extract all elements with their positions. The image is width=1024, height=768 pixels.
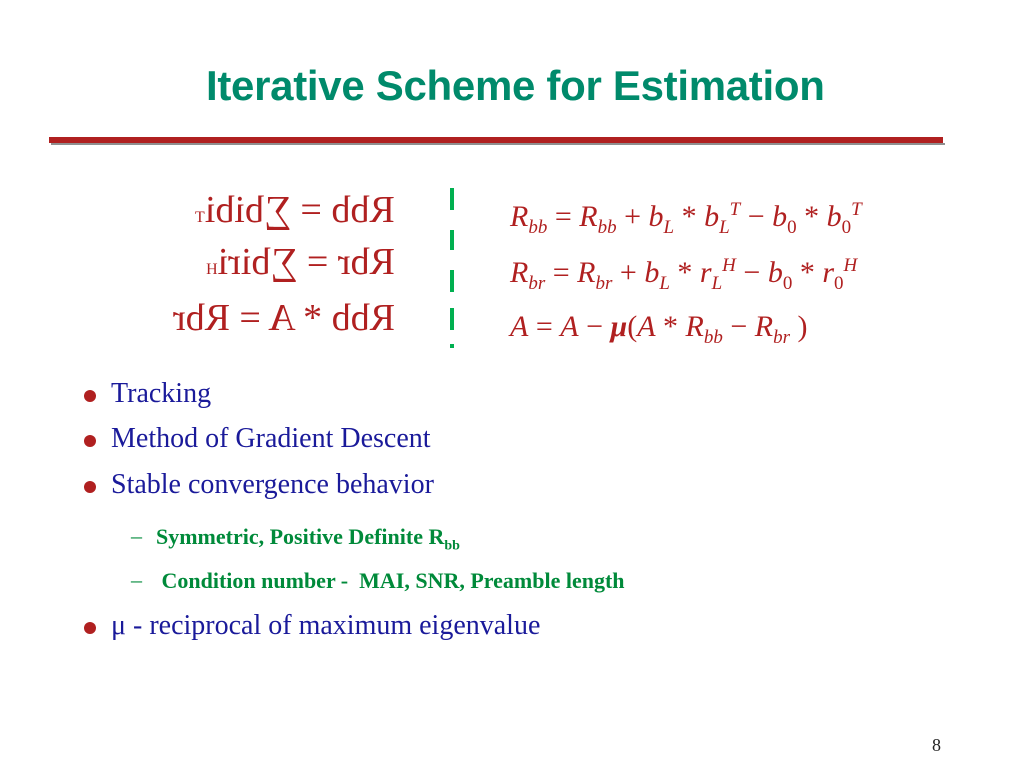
eq-operator: = <box>547 200 580 233</box>
mirrored-equation-3 <box>173 296 395 340</box>
eq-term: A <box>510 310 529 343</box>
eq-term: b <box>767 256 783 289</box>
bullet-text: Stable convergence behavior <box>111 469 434 500</box>
mirrored-equation-2-text: Rbr = ∑biri <box>217 241 395 283</box>
eq-term: A <box>560 310 579 343</box>
separator-dash <box>450 308 454 330</box>
equation-rbb <box>510 199 862 238</box>
eq-sub: bb <box>597 217 617 238</box>
eq-term: b <box>704 200 720 233</box>
eq-term: b <box>772 200 788 233</box>
bullet-dot-icon <box>84 481 96 493</box>
separator-dash <box>450 344 454 348</box>
eq-operator: * <box>655 310 686 343</box>
mirrored-equation-1-text: Rbb = ∑bibi <box>205 189 395 231</box>
eq-operator: − <box>578 310 611 343</box>
mirrored-equation-1-sup: T <box>195 209 206 226</box>
sub-bullet-text: Condition number - MAI, SNR, Preamble length <box>156 568 625 593</box>
dash-icon: – <box>131 567 142 592</box>
sub-bullet-text <box>156 524 460 554</box>
bullet-dot-icon <box>84 622 96 634</box>
eq-sub: L <box>663 217 675 238</box>
eq-operator: − <box>740 200 773 233</box>
eq-operator: − <box>722 310 755 343</box>
eq-term: r <box>822 256 834 289</box>
eq-sub: bb <box>528 217 548 238</box>
eq-sup: H <box>843 255 858 276</box>
mirrored-equation-block <box>95 188 395 348</box>
eq-term: R <box>577 256 596 289</box>
mirrored-equation-2 <box>206 240 395 284</box>
eq-sub: br <box>595 273 613 294</box>
eq-paren: ) <box>790 310 808 343</box>
eq-operator: + <box>612 256 645 289</box>
eq-term: R <box>510 256 529 289</box>
eq-sub: 0 <box>787 217 797 238</box>
eq-sub: 0 <box>834 273 844 294</box>
eq-operator: * <box>792 256 823 289</box>
eq-term: b <box>648 200 664 233</box>
mirrored-equation-2-sup: H <box>206 261 218 278</box>
eq-operator: = <box>545 256 578 289</box>
eq-sub: bb <box>703 327 723 348</box>
eq-term: r <box>699 256 712 289</box>
sub-bullet-subscript: bb <box>444 538 460 554</box>
bullet-text: μ - reciprocal of maximum eigenvalue <box>111 610 541 641</box>
eq-sub: L <box>711 273 723 294</box>
separator-dash <box>450 188 454 210</box>
eq-mu: μ <box>610 310 628 343</box>
eq-paren: ( <box>627 310 638 343</box>
eq-term: R <box>510 200 529 233</box>
mirrored-equation-3-text: Rbb * A = Rbr <box>172 297 395 339</box>
separator-dash <box>450 230 454 250</box>
bullet-text: Tracking <box>111 378 212 409</box>
eq-operator: * <box>669 256 700 289</box>
eq-operator: + <box>616 200 649 233</box>
eq-term: R <box>685 310 704 343</box>
equation-update-a <box>510 310 808 348</box>
eq-operator: − <box>735 256 768 289</box>
equation-rbr <box>510 255 858 294</box>
eq-operator: * <box>796 200 827 233</box>
title-underline-shadow <box>51 143 945 145</box>
eq-sub: br <box>773 327 790 348</box>
bullet-dot-icon <box>84 390 96 402</box>
eq-sub: 0 <box>782 273 793 294</box>
eq-sub: L <box>659 273 670 294</box>
eq-term: R <box>579 200 598 233</box>
slide-title: Iterative Scheme for Estimation <box>206 62 825 109</box>
mirrored-equation-1 <box>195 188 395 232</box>
eq-term: A <box>637 310 656 343</box>
eq-sup: T <box>851 199 862 220</box>
eq-sub: 0 <box>841 217 852 238</box>
eq-term: b <box>826 200 842 233</box>
separator-dash <box>450 270 454 292</box>
eq-term: b <box>644 256 660 289</box>
sub-bullet-text-main: Symmetric, Positive Definite R <box>156 524 445 549</box>
eq-sub: br <box>528 273 546 294</box>
bullet-dot-icon <box>84 435 96 447</box>
eq-operator: = <box>528 310 561 343</box>
bullet-text: Method of Gradient Descent <box>111 423 431 454</box>
eq-term: R <box>754 310 774 343</box>
eq-sub: L <box>719 217 730 238</box>
eq-sup: T <box>729 199 741 220</box>
dash-icon: – <box>131 523 142 548</box>
eq-operator: * <box>674 200 705 233</box>
page-number: 8 <box>932 735 941 755</box>
eq-sup: H <box>722 255 736 276</box>
